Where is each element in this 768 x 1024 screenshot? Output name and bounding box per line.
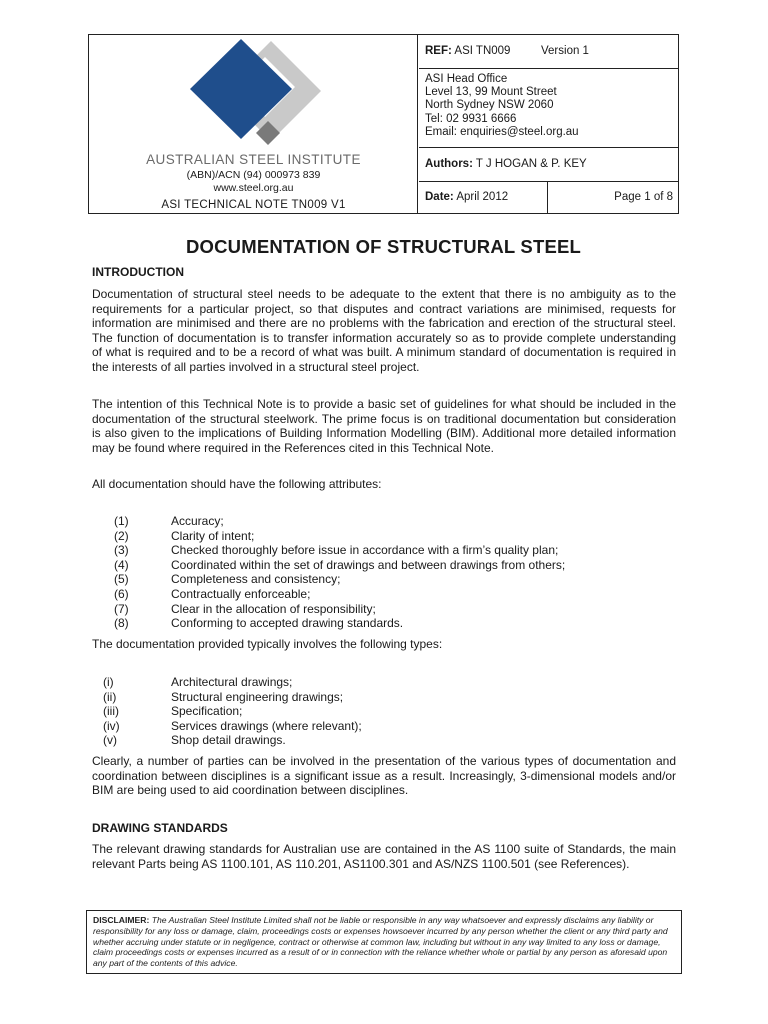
list-item: (7) Clear in the allocation of responsibility; [114, 601, 376, 616]
page-number: Page 1 of 8 [614, 191, 673, 203]
office-line: ASI Head Office [425, 73, 508, 85]
list-item: (2) Clarity of intent; [114, 528, 255, 543]
list-item: (v) Shop detail drawings. [103, 733, 286, 748]
disclaimer-label: DISCLAIMER: [93, 915, 150, 925]
types-list [92, 675, 676, 748]
asi-logo-icon [185, 39, 325, 149]
intro-paragraph-3: All documentation should have the following attributes: [92, 477, 382, 491]
authors-cell [419, 148, 679, 182]
abn-number: (ABN)/ACN (94) 000973 839 [186, 169, 321, 181]
list-item: (8) Conforming to accepted drawing standards. [114, 616, 404, 631]
office-line: Tel: 02 9931 6666 [425, 112, 517, 125]
list-item: (1) Accuracy; [114, 514, 224, 528]
office-cell [419, 69, 679, 148]
website-link[interactable]: www.steel.org.au [213, 182, 294, 194]
section-heading-drawing-standards: DRAWING STANDARDS [92, 821, 228, 835]
version: Version 1 [541, 45, 589, 57]
office-address [425, 73, 579, 139]
date-value: April 2012 [456, 191, 509, 203]
authors-value: T J HOGAN & P. KEY [475, 158, 587, 170]
ref-value: ASI TN009 [454, 45, 511, 57]
date-label: Date: [425, 191, 454, 203]
technical-note-title: ASI TECHNICAL NOTE TN009 V1 [161, 199, 346, 211]
intro-paragraph-2: The intention of this Technical Note is to provide a basic set of guidelines for what should be included in the documentation of the structural steelwork. The prime focus is on traditional documentation but consideration is also given to the implications of Building Information Modelling (BIM). Additional more detailed information may be found where required in the References cited in this Technical Note. [92, 397, 676, 455]
list-item: (3) Checked thoroughly before issue in accordance with a firm’s quality plan; [114, 543, 559, 558]
intro-paragraph-4: The documentation provided typically involves the following types: [92, 637, 443, 651]
list-item: (5) Completeness and consistency; [114, 572, 341, 587]
disclaimer-box [86, 910, 682, 974]
org-name: AUSTRALIAN STEEL INSTITUTE [146, 152, 361, 167]
authors-label: Authors: [425, 158, 473, 170]
section-heading-introduction: INTRODUCTION [92, 265, 184, 279]
intro-paragraph-1: Documentation of structural steel needs to be adequate to the extent that there is no ambiguity as to the requirements for a particular project, so that disputes and contract variations are minimised, requests for information are minimised and there are no problems with the fabrication and erection of the structural steel. The function of documentation is to transfer information accurately so as to provide complete understanding of what is required and to be a record of what was built. A minimum standard of documentation is required in the interests of all parties involved in a structural steel project. [92, 287, 676, 374]
list-item: (iv) Services drawings (where relevant); [103, 718, 362, 733]
list-item: (4) Coordinated within the set of drawings and between drawings from others; [114, 557, 566, 572]
list-item: (iii) Specification; [103, 704, 243, 719]
intro-paragraph-5: Clearly, a number of parties can be involved in the presentation of the various types of documentation and coordination between disciplines is a significant issue as a result. Increasingly, 3-dimensional models and/or BIM are being used to aid coordination between disciplines. [92, 754, 676, 798]
disclaimer-text: The Australian Steel Institute Limited shall not be liable or responsible in any way whatsoever and expressly disclaims any liability or responsibility for any loss or damage, claim, proceedings costs or expenses howsoever incurred by any person whether the client or any third party and whether accruing under statute or in negligence, contract or otherwise at common law, including but without in any way limited to any loss or damage, claim proceedings costs or expenses incurred as a result of or in connection with the reliance whether whole or partial by any person as aforesaid upon any part of the contents of this advice. [93, 915, 668, 969]
document-title: DOCUMENTATION OF STRUCTURAL STEEL [185, 236, 582, 257]
list-item: (i) Architectural drawings; [103, 675, 293, 689]
header-table [88, 34, 679, 214]
list-item: (6) Contractually enforceable; [114, 586, 311, 601]
logo-cell [89, 35, 418, 213]
date-cell [419, 181, 679, 213]
ref-label: REF: [425, 45, 452, 57]
list-item: (ii) Structural engineering drawings; [103, 689, 344, 704]
office-line: North Sydney NSW 2060 [425, 99, 554, 112]
office-line: Level 13, 99 Mount Street [425, 86, 557, 99]
attributes-list [92, 514, 676, 631]
office-email[interactable]: Email: enquiries@steel.org.au [425, 125, 579, 138]
ref-cell [419, 35, 679, 69]
cell-divider [547, 181, 548, 213]
standards-paragraph-1: The relevant drawing standards for Australian use are contained in the AS 1100 suite of Standards, the main relevant Parts being AS 1100.101, AS 110.201, AS1100.301 and AS/NZS 1100.501 (see References). [92, 842, 676, 871]
